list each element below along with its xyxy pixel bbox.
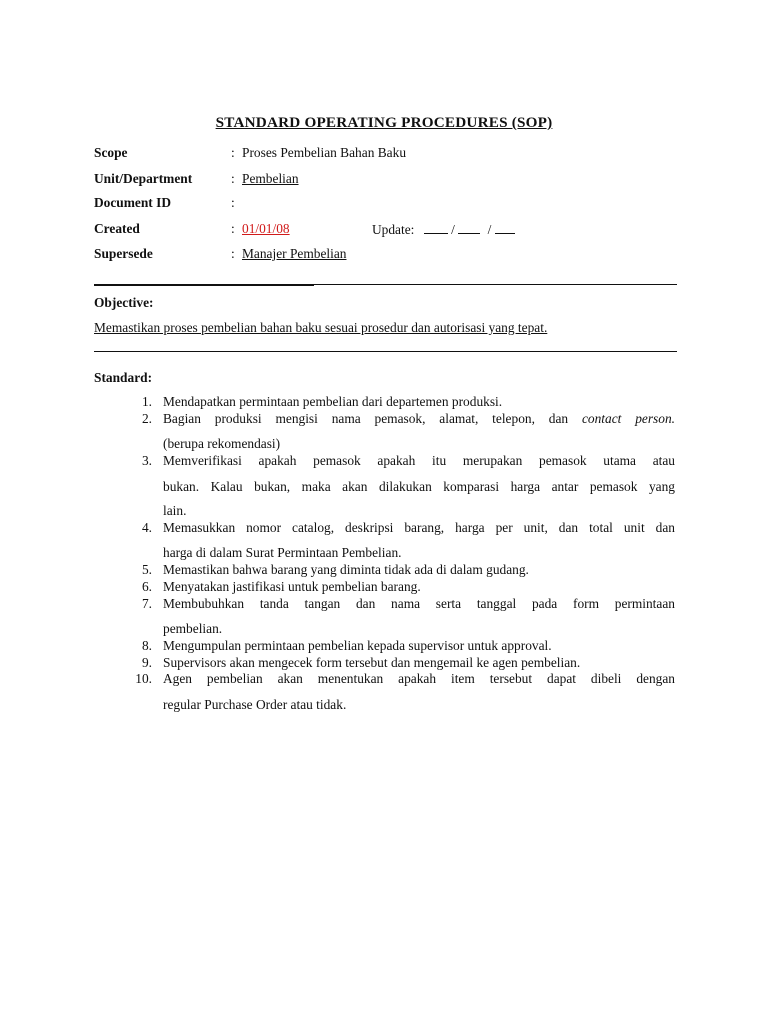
list-number: 5.: [141, 562, 152, 577]
unit-value: Pembelian: [242, 171, 299, 186]
list-number: 8.: [141, 638, 152, 653]
list-item-text: Membubuhkan tanda tangan dan nama serta tanggal pada form permintaan: [163, 596, 675, 611]
scope-label: Scope: [94, 145, 128, 160]
document-title: STANDARD OPERATING PROCEDURES (SOP): [215, 114, 553, 131]
list-item-text: Memastikan bahwa barang yang diminta tidak ada di dalam gudang.: [163, 562, 529, 577]
supersede-value: Manajer Pembelian: [242, 246, 347, 261]
objective-heading: Objective:: [94, 295, 154, 310]
list-item-continuation: lain.: [163, 503, 187, 518]
list-item-text: Agen pembelian akan menentukan apakah item tersebut dapat dibeli dengan: [163, 671, 675, 686]
list-item-text: Memverifikasi apakah pemasok apakah itu merupakan pemasok utama atau: [163, 453, 675, 468]
scope-value: Proses Pembelian Bahan Baku: [242, 145, 407, 160]
list-number: 1.: [141, 394, 152, 409]
list-item-text-part: Bagian produksi mengisi nama pemasok, alamat, telepon, dan: [163, 411, 569, 426]
update-label: Update:: [372, 222, 415, 237]
docid-label: Document ID: [94, 195, 171, 210]
list-number: 9.: [141, 655, 152, 670]
list-item-text: Mendapatkan permintaan pembelian dari departemen produksi.: [163, 394, 503, 409]
list-item-text-italic: contact person.: [581, 411, 675, 426]
list-item-continuation: regular Purchase Order atau tidak.: [163, 697, 347, 712]
list-number: 4.: [141, 520, 152, 535]
update-year-blank: [495, 221, 515, 234]
list-item-text: [163, 411, 675, 427]
update-separator-1: /: [451, 222, 455, 237]
update-field: [372, 221, 515, 238]
list-item-continuation: harga di dalam Surat Permintaan Pembelian.: [163, 545, 402, 560]
supersede-label: Supersede: [94, 246, 153, 261]
created-colon: :: [231, 221, 235, 236]
divider-line-2: [94, 351, 677, 352]
list-number: 3.: [141, 453, 152, 468]
list-number: 7.: [141, 596, 152, 611]
unit-label: Unit/Department: [94, 171, 193, 186]
standard-heading: Standard:: [94, 370, 153, 385]
list-item-text: Menyatakan jastifikasi untuk pembelian barang.: [163, 579, 421, 594]
docid-colon: :: [231, 195, 235, 210]
divider-line-1-shadow: [94, 285, 314, 286]
update-day-blank: [424, 221, 448, 234]
update-month-blank: [458, 221, 480, 234]
list-item-continuation: bukan. Kalau bukan, maka akan dilakukan komparasi harga antar pemasok yang: [163, 479, 675, 494]
list-number: 6.: [141, 579, 152, 594]
supersede-colon: :: [231, 246, 235, 261]
list-item-text: Supervisors akan mengecek form tersebut dan mengemail ke agen pembelian.: [163, 655, 581, 670]
scope-colon: :: [231, 145, 235, 160]
list-item-continuation: (berupa rekomendasi): [163, 436, 281, 451]
list-item-text: Memasukkan nomor catalog, deskripsi barang, harga per unit, dan total unit dan: [163, 520, 675, 535]
list-number: 10.: [135, 671, 152, 686]
list-item-text: Mengumpulan permintaan pembelian kepada supervisor untuk approval.: [163, 638, 552, 653]
created-value: 01/01/08: [242, 221, 290, 236]
list-item-continuation: pembelian.: [163, 621, 223, 636]
list-number: 2.: [141, 411, 152, 426]
objective-text: Memastikan proses pembelian bahan baku sesuai prosedur dan autorisasi yang tepat.: [94, 320, 548, 335]
unit-colon: :: [231, 171, 235, 186]
update-separator-2: /: [487, 222, 492, 237]
created-label: Created: [94, 221, 140, 236]
